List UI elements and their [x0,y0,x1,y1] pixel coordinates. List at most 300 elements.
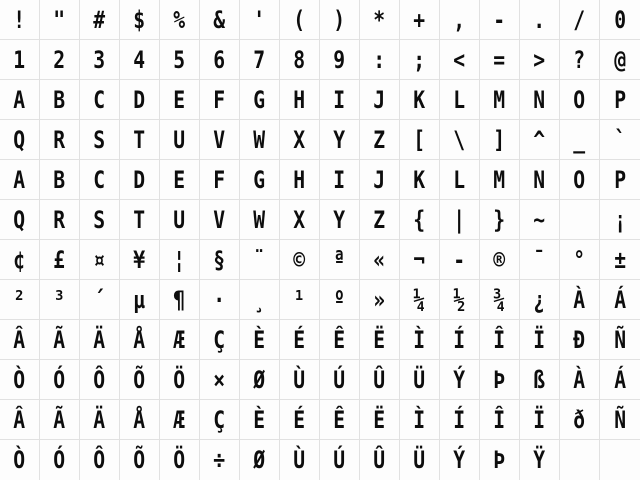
empty-cell [560,200,600,240]
glyph-cell [560,400,600,440]
glyph-cell [40,40,80,80]
glyph-cell [200,200,240,240]
glyph-cell [400,320,440,360]
glyph-cell [160,320,200,360]
glyph-cell [360,280,400,320]
glyph-character: W [253,125,266,154]
glyph-character: Ù [293,446,306,474]
glyph-cell [40,240,80,280]
glyph-character: Ô [93,365,106,394]
glyph-character: Î [493,325,506,354]
glyph-character: ~ [533,205,546,234]
glyph-cell [40,120,80,160]
glyph-character: G [253,165,266,194]
glyph-cell [440,240,480,280]
glyph-cell [0,200,40,240]
glyph-cell [480,320,520,360]
glyph-character: V [213,125,226,154]
glyph-character: O [573,165,586,194]
glyph-cell [280,120,320,160]
glyph-character: & [213,5,226,34]
glyph-character: J [373,85,386,114]
glyph-cell [440,160,480,200]
glyph-character: ¾ [493,285,506,314]
glyph-cell [240,240,280,280]
glyph-character: P [614,165,626,194]
glyph-character: L [453,165,466,194]
glyph-cell [120,200,160,240]
glyph-character: Y [333,205,346,234]
glyph-character: Ì [413,405,426,434]
glyph-character: Þ [493,446,506,474]
glyph-cell [480,440,520,480]
glyph-cell [280,320,320,360]
glyph-character: _ [573,125,586,154]
glyph-cell [320,40,360,80]
glyph-character: { [413,205,426,234]
glyph-cell [480,120,520,160]
glyph-cell [320,120,360,160]
glyph-cell [320,240,360,280]
glyph-cell [480,160,520,200]
glyph-character: Ô [93,446,106,474]
glyph-character: \ [453,125,466,154]
glyph-cell [0,320,40,360]
glyph-character: * [373,5,386,34]
glyph-cell [240,40,280,80]
glyph-character: ] [493,125,506,154]
glyph-cell [400,160,440,200]
glyph-cell [80,400,120,440]
glyph-character: Ú [333,446,346,474]
glyph-cell [480,40,520,80]
glyph-cell [200,240,240,280]
glyph-character: © [293,245,306,274]
glyph-cell [280,280,320,320]
glyph-cell [200,40,240,80]
glyph-cell [240,0,280,40]
glyph-character: 5 [173,45,186,74]
glyph-cell [0,40,40,80]
glyph-character: Â [13,325,26,354]
glyph-cell [280,360,320,400]
glyph-cell [520,200,560,240]
glyph-character: Í [453,405,466,434]
glyph-character: L [453,85,466,114]
glyph-character: Ü [413,365,426,394]
glyph-cell [360,440,400,480]
glyph-cell [240,80,280,120]
glyph-cell [480,0,520,40]
glyph-cell [360,40,400,80]
glyph-cell [120,320,160,360]
glyph-cell [320,320,360,360]
glyph-character: U [173,205,186,234]
glyph-character: Å [133,405,146,434]
glyph-character: ? [573,45,586,74]
empty-cell [600,440,640,480]
glyph-cell [480,240,520,280]
glyph-character: Z [373,125,386,154]
glyph-cell [160,0,200,40]
glyph-character: ` [614,125,626,154]
glyph-character: Q [13,125,26,154]
glyph-cell [0,240,40,280]
glyph-cell [160,360,200,400]
glyph-character: M [493,165,506,194]
glyph-character: B [53,165,66,194]
glyph-character: E [173,85,186,114]
glyph-character: ß [533,365,546,394]
glyph-character: ð [573,405,586,434]
glyph-cell [0,280,40,320]
glyph-cell [240,440,280,480]
glyph-cell [400,400,440,440]
glyph-cell [40,80,80,120]
glyph-character: R [53,205,66,234]
glyph-cell [280,400,320,440]
glyph-character: F [213,165,226,194]
glyph-cell [80,40,120,80]
glyph-character: À [573,365,586,394]
glyph-character: O [573,85,586,114]
glyph-cell [600,280,640,320]
glyph-cell [320,400,360,440]
glyph-cell [120,120,160,160]
glyph-character: A [13,165,26,194]
glyph-cell [600,80,640,120]
glyph-cell [200,320,240,360]
glyph-cell [120,0,160,40]
glyph-character: Y [333,125,346,154]
glyph-character: H [293,85,306,114]
glyph-character: I [333,85,346,114]
glyph-cell [520,160,560,200]
glyph-character: È [253,325,266,354]
glyph-character: Æ [173,405,186,434]
glyph-cell [280,0,320,40]
glyph-character: À [573,285,586,314]
glyph-character: Õ [133,365,146,394]
glyph-character: ½ [453,285,466,314]
glyph-cell [600,360,640,400]
glyph-cell [480,280,520,320]
glyph-cell [600,40,640,80]
glyph-character: Û [373,446,386,474]
glyph-character: V [213,205,226,234]
glyph-cell [560,120,600,160]
glyph-cell [240,360,280,400]
glyph-cell [280,80,320,120]
glyph-character: R [53,125,66,154]
glyph-cell [280,160,320,200]
glyph-cell [160,400,200,440]
glyph-cell [600,400,640,440]
glyph-character: Ë [373,405,386,434]
glyph-character: % [173,5,186,34]
glyph-cell [280,440,320,480]
glyph-character: Ö [173,365,186,394]
glyph-cell [440,120,480,160]
glyph-cell [400,440,440,480]
glyph-cell [40,400,80,440]
glyph-cell [0,440,40,480]
glyph-character: « [373,245,386,274]
glyph-cell [560,240,600,280]
glyph-character: X [293,125,306,154]
glyph-cell [160,280,200,320]
glyph-cell [40,320,80,360]
glyph-character: ( [293,5,306,34]
glyph-cell [0,120,40,160]
glyph-cell [240,280,280,320]
glyph-cell [360,0,400,40]
glyph-cell [440,0,480,40]
glyph-character: - [493,5,506,34]
glyph-cell [440,280,480,320]
glyph-character: Ñ [614,405,626,434]
glyph-character: [ [413,125,426,154]
glyph-cell [80,160,120,200]
glyph-cell [120,400,160,440]
glyph-cell [440,400,480,440]
glyph-character: Ò [13,365,26,394]
glyph-cell [80,240,120,280]
glyph-cell [520,40,560,80]
glyph-character: W [253,205,266,234]
glyph-cell [360,200,400,240]
glyph-cell [360,120,400,160]
glyph-character: ² [13,285,26,314]
glyph-cell [440,440,480,480]
glyph-character: A [13,85,26,114]
glyph-character: C [93,165,106,194]
glyph-cell [120,360,160,400]
glyph-character: 1 [13,45,26,74]
glyph-cell [80,280,120,320]
glyph-cell [80,80,120,120]
glyph-cell [360,240,400,280]
glyph-cell [560,0,600,40]
glyph-cell [520,400,560,440]
glyph-cell [80,120,120,160]
glyph-character: § [213,245,226,274]
glyph-cell [480,80,520,120]
glyph-cell [600,320,640,360]
glyph-cell [240,320,280,360]
glyph-cell [160,120,200,160]
glyph-cell [40,360,80,400]
glyph-character: ¯ [533,245,546,274]
glyph-cell [360,80,400,120]
glyph-character: ´ [93,285,106,314]
glyph-character: . [533,5,546,34]
glyph-cell [40,440,80,480]
glyph-cell [600,0,640,40]
glyph-character: K [413,85,426,114]
glyph-cell [360,160,400,200]
glyph-character: D [133,85,146,114]
glyph-character: º [333,285,346,314]
glyph-cell [120,280,160,320]
glyph-character: Ù [293,365,306,394]
glyph-cell [480,200,520,240]
glyph-cell [80,440,120,480]
glyph-character: × [213,365,226,394]
glyph-character: U [173,125,186,154]
glyph-cell [480,400,520,440]
glyph-character: Ø [253,365,266,394]
glyph-cell [520,0,560,40]
glyph-character: ¸ [253,285,266,314]
glyph-character: Ä [93,405,106,434]
glyph-character: < [453,45,466,74]
glyph-character: Ç [213,405,226,434]
glyph-character: ¤ [93,245,106,274]
glyph-character: Á [614,365,626,394]
glyph-character: Ì [413,325,426,354]
glyph-character: C [93,85,106,114]
glyph-cell [560,80,600,120]
glyph-cell [0,360,40,400]
glyph-character: Í [453,325,466,354]
glyph-cell [40,200,80,240]
glyph-character: Ç [213,325,226,354]
glyph-cell [440,200,480,240]
glyph-character: Û [373,365,386,394]
glyph-character: Ã [53,405,66,434]
glyph-character: Ë [373,325,386,354]
glyph-character: » [373,285,386,314]
glyph-cell [600,160,640,200]
glyph-cell [400,40,440,80]
glyph-cell [0,160,40,200]
glyph-cell [400,240,440,280]
glyph-character: Ã [53,325,66,354]
glyph-cell [360,320,400,360]
glyph-character: N [533,165,546,194]
glyph-cell [360,360,400,400]
glyph-cell [320,0,360,40]
glyph-character: K [413,165,426,194]
glyph-cell [240,400,280,440]
glyph-character: 9 [333,45,346,74]
glyph-character: T [133,205,146,234]
glyph-character: Ý [453,446,466,474]
glyph-character: ¢ [13,245,26,274]
glyph-character: µ [133,285,146,314]
glyph-cell [120,40,160,80]
glyph-character: ³ [53,285,66,314]
glyph-character: ª [333,245,346,274]
glyph-cell [120,240,160,280]
glyph-cell [480,360,520,400]
glyph-cell [200,400,240,440]
glyph-cell [520,440,560,480]
glyph-cell [120,80,160,120]
glyph-character: B [53,85,66,114]
glyph-character: Î [493,405,506,434]
glyph-cell [120,440,160,480]
glyph-cell [560,160,600,200]
glyph-cell [520,280,560,320]
glyph-cell [280,240,320,280]
glyph-character: + [413,5,426,34]
glyph-character: ¹ [293,285,306,314]
glyph-character: Ò [13,446,26,474]
glyph-cell [160,80,200,120]
glyph-cell [80,320,120,360]
glyph-character: Æ [173,325,186,354]
glyph-character: Õ [133,446,146,474]
glyph-character: ! [13,5,26,34]
glyph-character: Ï [533,405,546,434]
glyph-character: I [333,165,346,194]
glyph-character: ¼ [413,285,426,314]
glyph-character: Ñ [614,325,626,354]
glyph-cell [80,0,120,40]
glyph-character: | [453,205,466,234]
glyph-character: Ÿ [533,446,546,474]
glyph-cell [200,80,240,120]
glyph-character: ) [333,5,346,34]
glyph-character: É [293,405,306,434]
glyph-cell [200,360,240,400]
glyph-cell [320,360,360,400]
glyph-character: P [614,85,626,114]
glyph-character: ¶ [173,285,186,314]
glyph-character: # [93,5,106,34]
glyph-cell [280,40,320,80]
glyph-cell [560,360,600,400]
glyph-character: : [373,45,386,74]
glyph-cell [520,360,560,400]
glyph-cell [280,200,320,240]
glyph-character: Â [13,405,26,434]
glyph-cell [560,320,600,360]
glyph-cell [160,240,200,280]
glyph-cell [440,40,480,80]
glyph-character: Ê [333,405,346,434]
glyph-character: E [173,165,186,194]
glyph-cell [0,0,40,40]
glyph-character: 6 [213,45,226,74]
glyph-character: Ü [413,446,426,474]
glyph-character: D [133,165,146,194]
glyph-character: F [213,85,226,114]
glyph-cell [520,320,560,360]
glyph-character: ¡ [614,205,626,234]
glyph-cell [440,80,480,120]
glyph-character: Ø [253,446,266,474]
glyph-character: Z [373,205,386,234]
glyph-cell [160,440,200,480]
glyph-character: È [253,405,266,434]
glyph-character: N [533,85,546,114]
glyph-cell [160,40,200,80]
glyph-cell [560,40,600,80]
glyph-character: Q [13,205,26,234]
glyph-cell [200,160,240,200]
glyph-character: ÷ [213,446,226,474]
glyph-cell [0,400,40,440]
glyph-cell [600,240,640,280]
glyph-cell [320,200,360,240]
glyph-character: Ó [53,446,66,474]
glyph-character: = [493,45,506,74]
glyph-cell [160,200,200,240]
glyph-character: Á [614,285,626,314]
